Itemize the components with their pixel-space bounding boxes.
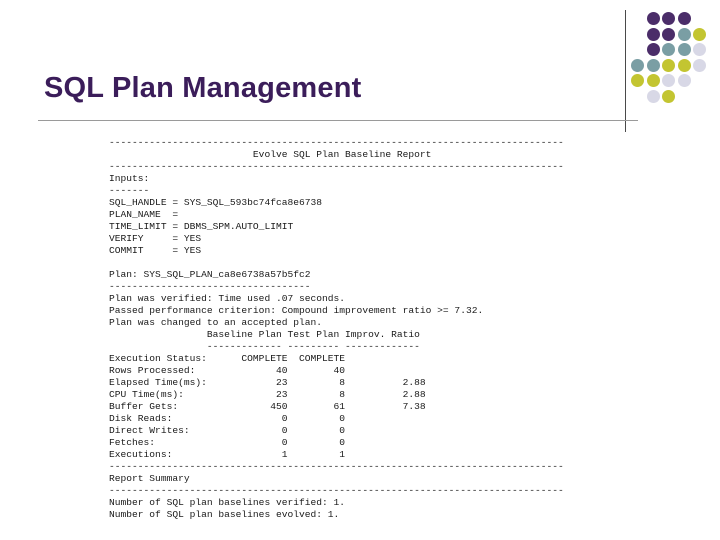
decorative-dot (647, 28, 660, 41)
decorative-dot (647, 90, 660, 103)
report-line: TIME_LIMIT = DBMS_SPM.AUTO_LIMIT (109, 221, 294, 232)
report-line: SQL_HANDLE = SYS_SQL_593bc74fca8e6738 (109, 197, 323, 208)
report-line: Number of SQL plan baselines evolved: 1. (109, 509, 340, 520)
report-line: ----------------------------------- (109, 281, 311, 292)
decorative-dot (693, 43, 706, 56)
decorative-dot (678, 59, 691, 72)
decorative-dot (662, 28, 675, 41)
report-line: ------------------------------------------------------------------------------- (109, 137, 564, 148)
decorative-dot (678, 43, 691, 56)
decorative-dot (647, 12, 660, 25)
report-line: VERIFY = YES (109, 233, 202, 244)
report-line: Buffer Gets: 450 61 7.38 (109, 401, 426, 412)
report-line: Number of SQL plan baselines verified: 1. (109, 497, 346, 508)
decorative-dot (631, 74, 644, 87)
report-line: Rows Processed: 40 40 (109, 365, 346, 376)
report-line: Elapsed Time(ms): 23 8 2.88 (109, 377, 426, 388)
decorative-dot (647, 74, 660, 87)
decorative-dot (662, 12, 675, 25)
report-line: Plan was verified: Time used .07 seconds. (109, 293, 346, 304)
slide-title: SQL Plan Management (44, 72, 362, 104)
report-line: Passed performance criterion: Compound improvement ratio >= 7.32. (109, 305, 484, 316)
report-line (109, 257, 564, 269)
decorative-dot (662, 43, 675, 56)
evolve-report-output (109, 137, 564, 521)
decorative-dot (693, 28, 706, 41)
report-line: Plan was changed to an accepted plan. (109, 317, 323, 328)
report-line: Evolve SQL Plan Baseline Report (109, 149, 432, 160)
decorative-dot (678, 74, 691, 87)
decorative-dot (662, 74, 675, 87)
decorative-dot (631, 59, 644, 72)
report-line: Disk Reads: 0 0 (109, 413, 346, 424)
report-line: COMMIT = YES (109, 245, 202, 256)
report-line: Fetches: 0 0 (109, 437, 346, 448)
report-line: Inputs: (109, 173, 150, 184)
title-underline (38, 120, 638, 121)
decorative-dot (662, 90, 675, 103)
decorative-dot (647, 59, 660, 72)
report-line: Baseline Plan Test Plan Improv. Ratio (109, 329, 420, 340)
report-line: ------------------------------------------------------------------------------- (109, 485, 564, 496)
report-line: Direct Writes: 0 0 (109, 425, 346, 436)
report-line: Executions: 1 1 (109, 449, 346, 460)
decorative-dot (693, 59, 706, 72)
report-line: Plan: SYS_SQL_PLAN_ca8e6738a57b5fc2 (109, 269, 311, 280)
report-line: ------------- --------- ------------- (109, 341, 420, 352)
report-line: CPU Time(ms): 23 8 2.88 (109, 389, 426, 400)
decorative-dot (678, 28, 691, 41)
report-line: ------------------------------------------------------------------------------- (109, 461, 564, 472)
decorative-dot (678, 12, 691, 25)
report-line: PLAN_NAME = (109, 209, 179, 220)
report-line: ------- (109, 185, 150, 196)
decorative-dot (662, 59, 675, 72)
vertical-divider (625, 10, 626, 132)
report-line: Execution Status: COMPLETE COMPLETE (109, 353, 346, 364)
report-line: ------------------------------------------------------------------------------- (109, 161, 564, 172)
report-line: Report Summary (109, 473, 190, 484)
decorative-dot (647, 43, 660, 56)
